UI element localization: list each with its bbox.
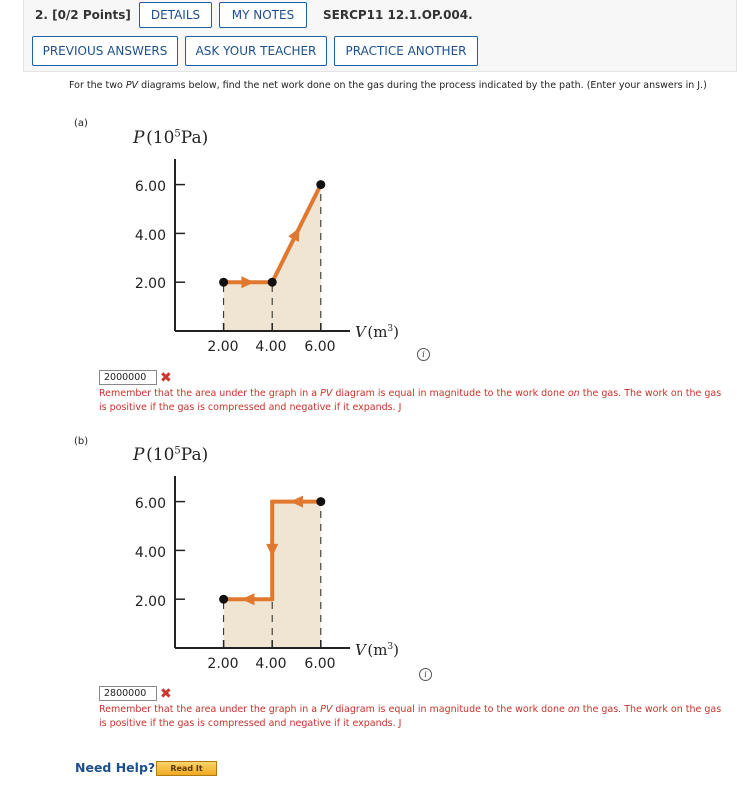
question-number: 2. [0/2 Points] — [35, 8, 131, 22]
chart-a-y-axis-label: P $(10^5Pa)$ — [133, 128, 209, 148]
feedback-b-on: on — [567, 704, 580, 715]
chart-b-x-axis-label: V $(m^3)$ — [355, 641, 400, 659]
need-help-label: Need Help? — [75, 760, 156, 775]
question-suffix: diagrams below, find the net work done on the gas during the process indicated by the path. (Enter your answers in J.) — [138, 80, 707, 91]
info-icon[interactable]: i — [419, 668, 432, 681]
feedback-b-prefix: Remember that the area under the graph in a — [99, 704, 321, 715]
info-icon[interactable]: i — [417, 348, 430, 361]
feedback-a-pv: PV — [320, 388, 333, 399]
chart-b-y-axis-label: P $(10^5Pa)$ — [133, 445, 209, 465]
state-point — [219, 595, 228, 604]
answer-b-input[interactable]: 2800000 — [99, 686, 157, 701]
my-notes-button[interactable]: MY NOTES — [219, 2, 307, 28]
feedback-b-middle: diagram is equal in magnitude to the work done — [332, 704, 568, 715]
chart-b-xtick-2: 2.00 — [207, 656, 239, 672]
details-button[interactable]: DETAILS — [139, 2, 212, 28]
feedback-a-middle: diagram is equal in magnitude to the work done — [332, 388, 568, 399]
previous-answers-button[interactable]: PREVIOUS ANSWERS — [32, 36, 178, 66]
part-a-label: (a) — [74, 118, 88, 129]
read-it-button[interactable]: Read It — [156, 761, 217, 776]
chart-b-ytick-2: 2.00 — [134, 594, 166, 610]
chart-a-ytick-6: 6.00 — [134, 179, 166, 195]
feedback-b-pv: PV — [320, 704, 333, 715]
answer-a-input[interactable]: 2000000 — [99, 370, 157, 385]
feedback-a-prefix: Remember that the area under the graph in a — [99, 388, 321, 399]
state-point — [316, 497, 325, 506]
question-pv: PV — [125, 80, 139, 91]
chart-a-ytick-4: 4.00 — [134, 228, 166, 244]
feedback-a-on: on — [567, 388, 580, 399]
incorrect-x-icon: ✖ — [160, 370, 172, 386]
incorrect-x-icon: ✖ — [160, 686, 172, 702]
chart-b-ytick-4: 4.00 — [134, 545, 166, 561]
chart-a-x-axis-label: V $(m^3)$ — [355, 323, 400, 341]
question-prefix: For the two — [69, 80, 126, 91]
chart-a-xtick-4: 4.00 — [255, 339, 287, 355]
problem-code: SERCP11 12.1.OP.004. — [323, 8, 473, 22]
chart-b-xtick-4: 4.00 — [255, 656, 287, 672]
chart-a-xtick-2: 2.00 — [207, 339, 239, 355]
feedback-a-suffix: the gas. The work on the gas is positive if the gas is compressed and negative if it expands. J — [99, 388, 722, 413]
practice-another-button[interactable]: PRACTICE ANOTHER — [334, 36, 478, 66]
part-b-label: (b) — [74, 436, 89, 447]
feedback-b-suffix: the gas. The work on the gas is positive if the gas is compressed and negative if it expands. J — [99, 704, 722, 729]
ask-your-teacher-button[interactable]: ASK YOUR TEACHER — [185, 36, 327, 66]
chart-b-xtick-6: 6.00 — [304, 656, 336, 672]
chart-a-xtick-6: 6.00 — [304, 339, 336, 355]
chart-b-ytick-6: 6.00 — [134, 496, 166, 512]
feedback-b — [99, 703, 724, 731]
chart-a-ytick-2: 2.00 — [134, 276, 166, 292]
